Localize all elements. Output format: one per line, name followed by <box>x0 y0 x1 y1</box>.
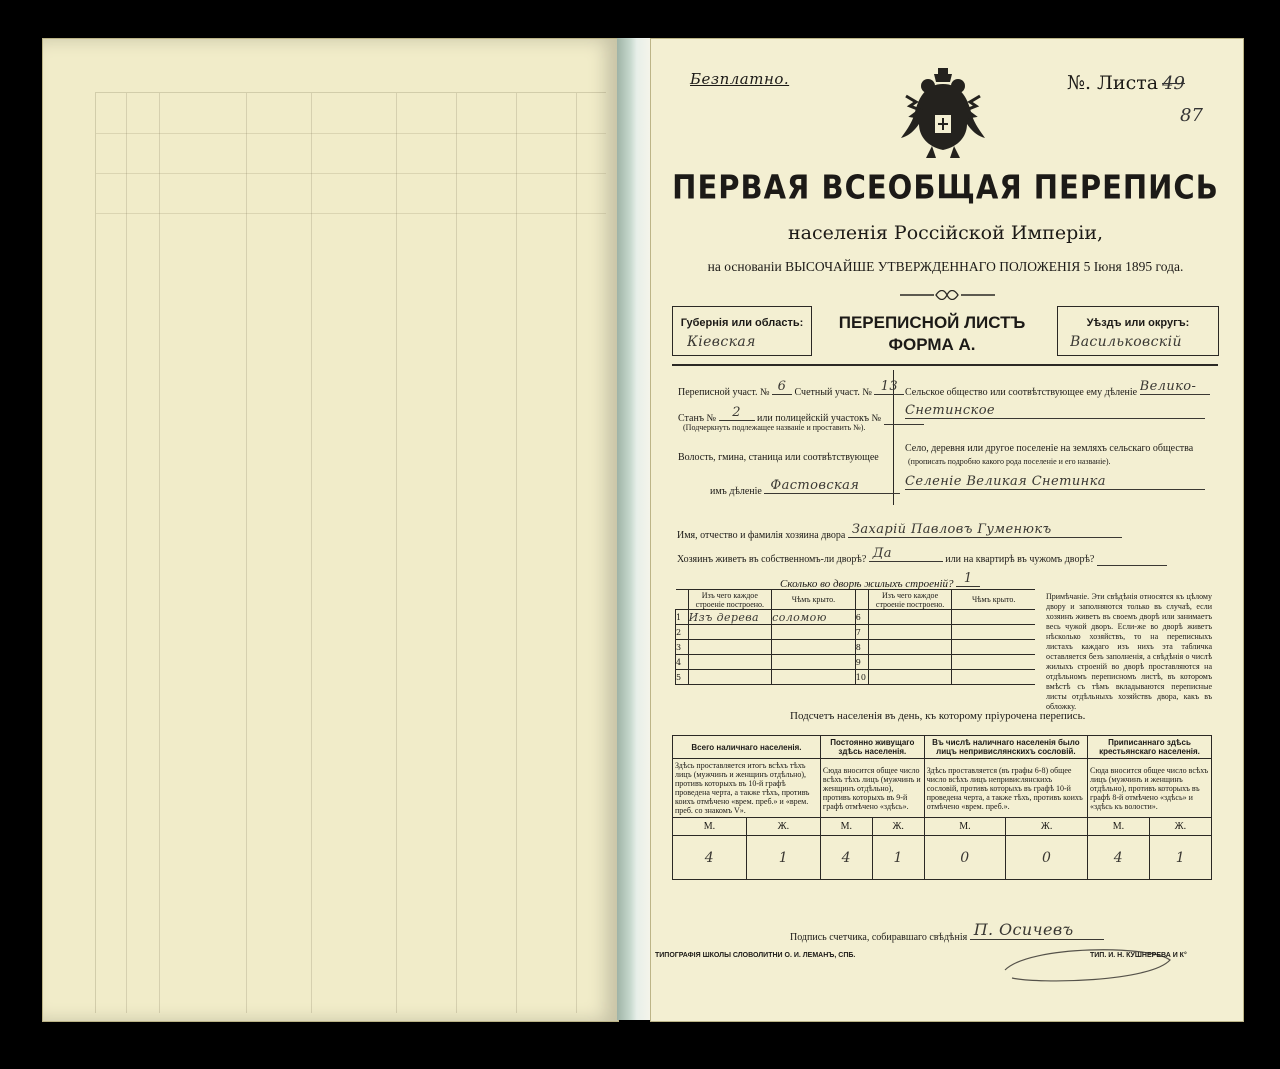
structures-row: 5 10 <box>676 670 1036 685</box>
census-section-line: Переписной участ. № 6 Счетный участ. № 13 <box>678 379 904 398</box>
population-table: Всего наличнаго населенія. Постоянно живущаго здѣсь населенія. Въ числѣ наличнаго населенія было лицъ непривислянскихъ сословій. Приписаннаго здѣсь крестьянскаго населенія. Здѣсь проставляется итогъ всѣхъ тѣхъ лицъ (мужчинъ и женщинъ отдѣльно), противъ которыхъ въ 10-й графѣ проведена черта, а также тѣхъ, противъ коихъ отмѣчено «врем. преб.» и «врем. преб. со знакомъ V». Сюда вносится общее число всѣхъ тѣхъ лицъ (мужчинъ и женщинъ отдѣльно), противъ которыхъ въ 9-й графѣ отмѣчено «здѣсь». Здѣсь проставляется (въ графы 6-8) общее число всѣхъ лицъ непривислянскихъ сословій, противъ которыхъ въ графѣ 10-й проведена черта, а также тѣхъ, противъ коихъ отмѣчено «врем. преб.». Сюда вносится общее число всѣхъ лицъ (мужчинъ и женщинъ отдѣльно), противъ которыхъ въ графѣ 8-й отмѣчено «здѣсь» и «здѣсь къ волости». М. Ж. М. Ж. М. Ж. М. Ж. 4 1 4 1 0 0 4 1 <box>672 735 1212 880</box>
printer-left: ТИПОГРАФІЯ ШКОЛЫ СЛОВОЛИТНИ О. И. ЛЕМАНЪ, СПБ. <box>655 952 856 959</box>
population-value: 0 <box>924 836 1006 880</box>
buildings-line: Сколько во дворѣ жилыхъ строеній? 1 <box>780 571 980 590</box>
ornament-divider <box>900 290 995 300</box>
population-header: Приписаннаго здѣсь крестьянскаго населенія. <box>1088 736 1212 759</box>
population-value: 1 <box>746 836 820 880</box>
population-header: Всего наличнаго населенія. <box>673 736 821 759</box>
population-title: Подсчетъ населенія въ день, къ которому пріурочена перепись. <box>790 710 1086 722</box>
printer-right: ТИП. И. Н. КУШНЕРЕВА И К° <box>1090 952 1187 959</box>
population-value: 4 <box>820 836 872 880</box>
signature-flourish <box>1000 940 1180 985</box>
structures-row: 1 Изъ дерева соломою 6 <box>676 610 1036 625</box>
form-name: ФОРМА А. <box>888 335 976 354</box>
imperial-eagle-icon <box>898 66 988 162</box>
population-header: Постоянно живущаго здѣсь населенія. <box>820 736 924 759</box>
form-title: ПЕРЕПИСНОЙ ЛИСТЪ <box>838 313 1026 332</box>
sheet-number-handwritten: 49 <box>1162 73 1185 94</box>
society-value-continued: Снетинское <box>905 403 1205 419</box>
lives-line: Хозяинъ живетъ въ собственномъ-ли дворѣ? Да или на квартирѣ въ чужомъ дворѣ? <box>677 546 1167 566</box>
form-header <box>812 312 1052 356</box>
sheet-label: №. Листа <box>1067 72 1159 94</box>
census-subtitle: населенія Россійской Имперіи, <box>787 222 1104 244</box>
population-value: 0 <box>1006 836 1088 880</box>
underline-note: (Подчеркнуть подлежащее названіе и проставить №). <box>683 423 866 432</box>
divider <box>672 364 1218 366</box>
guberniya-value: Кіевская <box>687 334 756 350</box>
census-title: ПЕРВАЯ ВСЕОБЩАЯ ПЕРЕПИСЬ <box>672 167 1219 207</box>
census-basis: на основаніи ВЫСОЧАЙШЕ УТВЕРЖДЕННАГО ПОЛОЖЕНІЯ 5 Іюня 1895 года. <box>707 259 1184 274</box>
village-note: (прописать подробно какого рода поселеніе и его названіе). <box>908 457 1111 466</box>
structures-note: Примѣчаніе. Эти свѣдѣнія относятся къ цѣлому двору и заполняются только въ случаѣ, если хозяинъ живетъ въ своемъ дворѣ или занимаетъ весь чужой дворъ. Если-же во дворѣ живетъ нѣсколько хозяйствъ, то на переписныхъ листахъ каждаго изъ нихъ эта табличка оставляется безъ заполненія, а свѣдѣнія о числѣ жилыхъ строеній во дворѣ проставляются на отдѣльномъ переписномъ листѣ, въ которомъ вмѣстѣ съ тѣмъ вкладываются переписные листы отдѣльныхъ хозяйствъ двора, какъ въ обложку. <box>1046 592 1212 711</box>
village-label: Село, деревня или другое поселеніе на земляхъ сельскаго общества <box>905 443 1194 454</box>
uezd-label: Уѣздъ или округъ: <box>1086 317 1190 329</box>
uezd-box <box>1057 306 1219 356</box>
population-value: 1 <box>872 836 924 880</box>
structures-row: 3 8 <box>676 640 1036 655</box>
book-spine <box>617 38 650 1020</box>
structures-row: 4 9 <box>676 655 1036 670</box>
guberniya-box <box>672 306 812 356</box>
page-number-handwritten: 87 <box>1180 105 1203 126</box>
uezd-value: Васильковскій <box>1070 334 1182 350</box>
structures-table: Изъ чего каждое строеніе построено. Чѣмъ крыто. Изъ чего каждое строеніе построено. Чѣмъ крыто. 1 Изъ дерева соломою 6 2 7 3 8 4 9 5 10 <box>675 589 1035 685</box>
structures-row: 2 7 <box>676 625 1036 640</box>
population-header: Въ числѣ наличнаго населенія было лицъ непривислянскихъ сословій. <box>924 736 1087 759</box>
society-line: Сельское общество или соотвѣтствующее ему дѣленіе Велико- <box>905 379 1210 398</box>
left-page-ruling <box>95 92 606 1013</box>
sheet-number <box>1067 72 1185 94</box>
population-value: 1 <box>1149 836 1211 880</box>
population-value: 4 <box>1088 836 1150 880</box>
guberniya-label: Губернія или область: <box>680 317 804 329</box>
village-value: Селеніе Великая Снетинка <box>905 474 1205 490</box>
signature-line: Подпись счетчика, собиравшаго свѣдѣнія П. Осичевъ <box>790 920 1104 943</box>
volost-line: имъ дѣленіе Фастовская <box>710 478 900 497</box>
volost-label: Волость, гмина, станица или соотвѣтствующее <box>678 452 879 463</box>
stan-line: Станъ № 2 или полицейскій участокъ № <box>678 405 924 425</box>
owner-line: Имя, отчество и фамилія хозяина двора Захарій Павловъ Гуменюкъ <box>677 522 1122 541</box>
free-label: Безплатно. <box>690 70 790 88</box>
population-value: 4 <box>673 836 747 880</box>
